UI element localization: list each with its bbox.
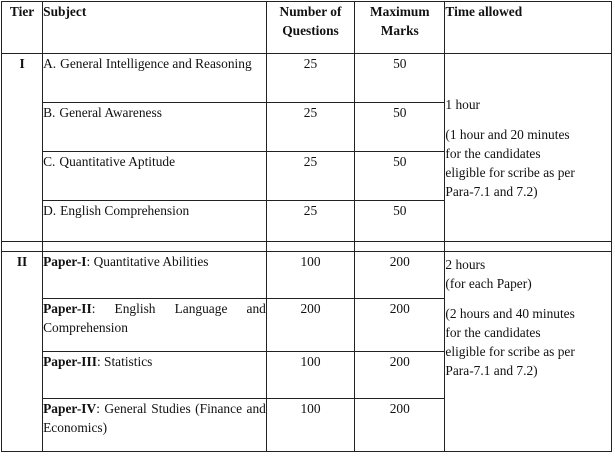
subject-cell [43,201,267,242]
table-row [2,54,612,103]
table-row [2,252,612,299]
exam-scheme-table [1,1,612,452]
marks-cell: 200 [355,399,445,452]
tier-2-time-main: 2 hours [445,257,486,272]
marks-cell: 50 [355,201,445,242]
marks-cell: 200 [355,299,445,352]
questions-cell: 25 [266,54,354,103]
questions-cell: 100 [266,352,354,399]
paper-label: Paper-IV [43,401,97,416]
subject-prefix: B. [43,105,56,120]
header-max-line1: Maximum [370,4,430,19]
subject-cell [43,103,267,152]
subject-cell [43,299,267,352]
subject-prefix: C. [43,154,56,169]
tier-1-time-allowed [445,54,612,242]
header-num-line1: Number of [279,4,342,19]
marks-cell: 50 [355,54,445,103]
tier-2-label: II [2,252,43,452]
subject-cell [43,399,267,452]
tier-2-time-note: (for each Paper) [445,276,532,291]
marks-cell: 50 [355,103,445,152]
header-subject: Subject [43,2,267,54]
header-tier: Tier [2,2,43,54]
subject-name: General Intelligence and Reasoning [60,56,252,71]
questions-cell: 25 [266,201,354,242]
tier-separator-row [2,242,612,252]
subject-prefix: A. [43,56,57,71]
subject-name: : General Studies (Finance and Economics) [43,401,266,435]
marks-cell: 50 [355,152,445,201]
subject-cell [43,54,267,103]
tier-2-scribe-line: Para-7.1 and 7.2) [445,363,538,378]
header-number-of-questions [266,2,354,54]
subject-name: English Comprehension [60,203,190,218]
tier-1-scribe-line: Para-7.1 and 7.2) [445,183,538,199]
tier-1-time-main: 1 hour [445,96,480,112]
tier-1-scribe-line: eligible for scribe as per [445,164,575,180]
questions-cell: 100 [266,252,354,299]
subject-name: General Awareness [59,105,162,120]
subject-cell [43,252,267,299]
paper-label: Paper-I [43,254,87,269]
marks-cell: 200 [355,252,445,299]
header-time-allowed: Time allowed [445,2,612,54]
tier-1-scribe-line: (1 hour and 20 minutes [445,126,570,142]
tier-2-scribe-line: (2 hours and 40 minutes [445,306,575,321]
subject-name: : Statistics [96,354,153,369]
header-row [2,2,612,54]
subject-name: : English Language and Comprehension [43,301,266,335]
tier-2-scribe-line: for the candidates [445,325,541,340]
tier-1-label: I [2,54,43,242]
subject-prefix: D. [43,203,57,218]
paper-label: Paper-II [43,301,92,316]
header-max-line2: Marks [380,23,419,38]
tier-1-scribe-line: for the candidates [445,145,541,161]
questions-cell: 100 [266,399,354,452]
questions-cell: 25 [266,152,354,201]
questions-cell: 200 [266,299,354,352]
tier-2-time-allowed [445,252,612,452]
subject-name: : Quantitative Abilities [86,254,209,269]
marks-cell: 200 [355,352,445,399]
questions-cell: 25 [266,103,354,152]
subject-cell [43,152,267,201]
paper-label: Paper-III [43,354,97,369]
subject-name: Quantitative Aptitude [59,154,176,169]
header-maximum-marks [355,2,445,54]
tier-2-scribe-line: eligible for scribe as per [445,344,575,359]
subject-cell [43,352,267,399]
header-num-line2: Questions [282,23,339,38]
